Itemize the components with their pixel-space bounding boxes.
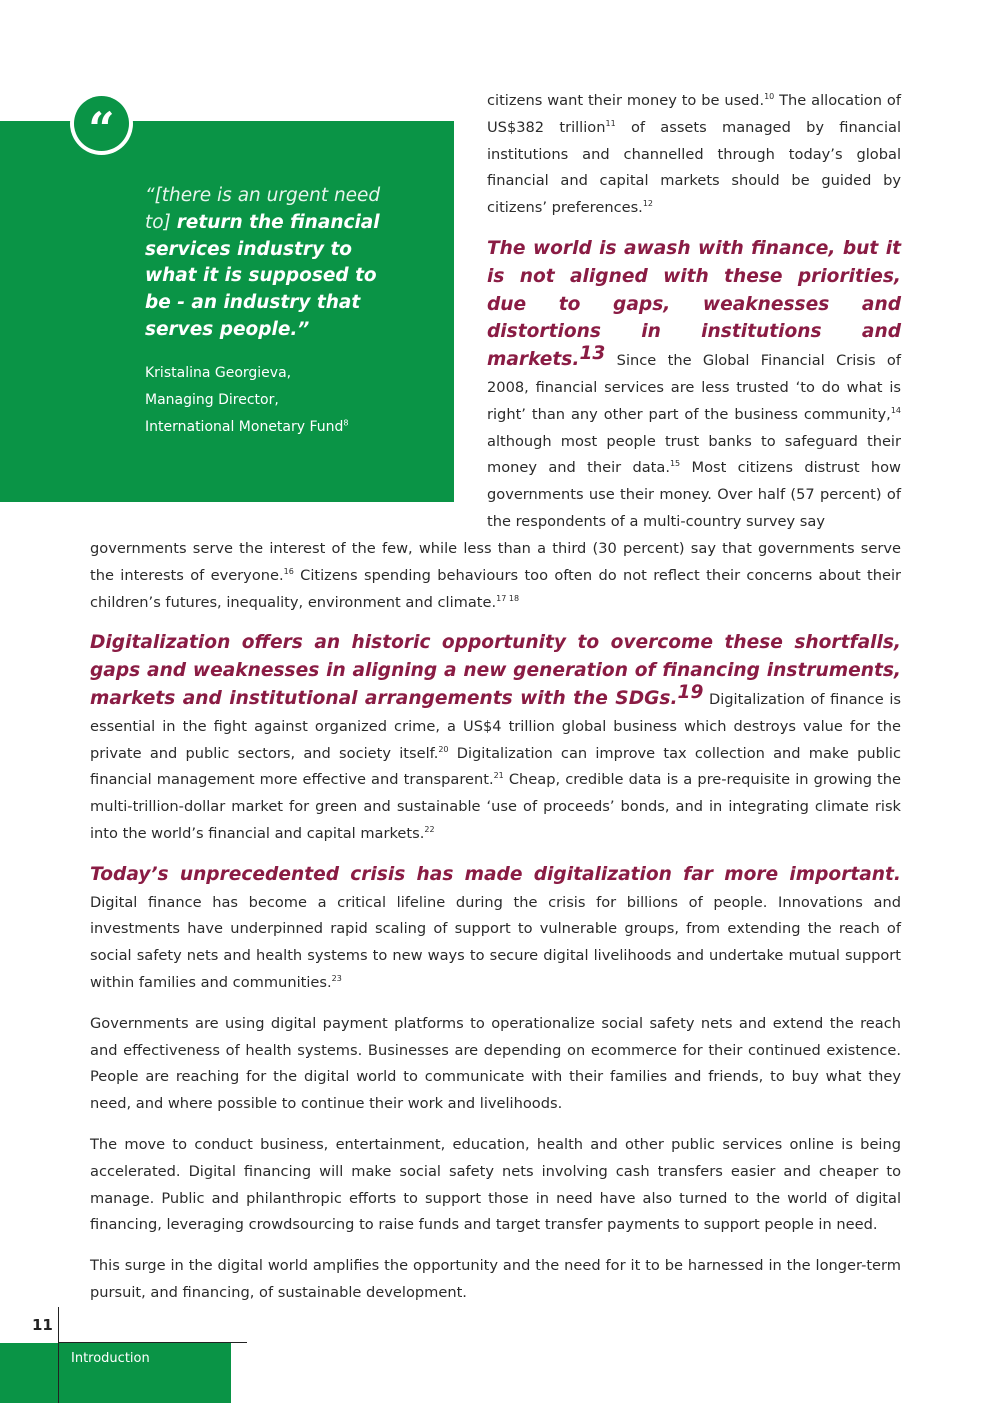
quote-panel-edge [0,121,70,502]
pull-quote-bold: return the financial services industry to what it is supposed to be - an industry that serves people.” [145,211,380,340]
lead-sentence: Digitalization offers an historic opportunity to overcome these shortfalls, gaps and weaknesses in aligning a new generation of financing instruments, markets and institutional arrangements with the SDGs. [90,632,901,709]
paragraph-3: governments serve the interest of the few, while less than a third (30 percent) say that governments serve the interests of everyone.$^{16}$ Citizens spending behaviours too often do not reflect their concerns about their children’s futures, inequality, environment and climate.$^{17 18}$ [90,540,901,611]
pull-quote-lead: “[there is an urgent need to] [145,185,381,233]
paragraph-5: Today’s unprecedented crisis has made digitalization far more important. Digital finance has become a critical lifeline during the crisis for billions of people. Innovations and investments have underpinned rapid scaling of support to vulnerable groups, from extending the reach of social safety nets and health systems to new ways to secure digital livelihoods and undertake mutual support within families and communities.$^{23}$ [90,863,901,991]
footnote-ref: 20 [438,744,449,754]
footnote-ref: 10 [764,92,775,102]
attribution-org: International Monetary Fund$^8$ [145,418,349,435]
quote-mark-badge [70,92,133,155]
quote-attribution [145,360,405,441]
footnote-ref: 17 18 [496,593,520,603]
paragraph-7: The move to conduct business, entertainment, education, health and other public services online is being accelerated. Digital financing will make social safety nets involving cash transfers easier and cheaper to manage. Public and philanthropic efforts to support those in need have also turned to the world of digital financing, leveraging crowdsourcing to raise funds and target transfer payments to support people in need. [90,1135,901,1234]
paragraph-6: Governments are using digital payment platforms to operationalize social safety nets and extend the reach and effectiveness of health systems. Businesses are depending on ecommerce for their continued existence. People are reaching for the digital world to communicate with their families and friends, to buy what they need, and where possible to continue their work and livelihoods. [90,1014,901,1113]
section-label: Introduction [71,1351,150,1366]
quote-mark-icon: “ [74,96,129,151]
footnote-ref: 22 [424,825,435,835]
footnote-ref: 23 [331,974,342,984]
footnote-ref: 14 [890,405,901,415]
paragraph-2: The world is awash with finance, but it is not aligned with these priorities, due to gaps, weaknesses and distortions in institutions and markets.$^{13}$ Since the Global Financial Crisis of 2008, financial services are less trusted ‘to do what is right’ than any other part of the business community,$^{14}$ although most people trust banks to safeguard their money and their data.$^{15}$ Most citizens distrust how governments use their money. Over half (57 percent) of the respondents of a multi-country survey say [487,237,901,530]
paragraph-8: This surge in the digital world amplifies the opportunity and the need for it to be harnessed in the longer-term pursuit, and financing, of sustainable development. [90,1257,901,1301]
footnote-ref: 21 [493,771,504,781]
body-text [90,536,901,1307]
footnote-ref: 16 [283,566,294,576]
footnote-ref: 13 [579,343,606,365]
pull-quote [145,183,385,344]
footer-bar-edge [0,1343,58,1403]
footnote-ref: 11 [605,118,616,128]
footnote-ref: 19 [677,682,704,704]
page-number: 11 [32,1316,53,1334]
right-column [487,88,901,536]
footnote-ref: 15 [669,459,681,469]
paragraph-4: Digitalization offers an historic opportunity to overcome these shortfalls, gaps and weaknesses in aligning a new generation of financing instruments, markets and institutional arrangements with the SDGs.$^{19}$ Digitalization of finance is essential in the fight against organized crime, a US$4 trillion global business which destroys value for the private and public sectors, and society itself.$^{20}$ Digitalization can improve tax collection and make public financial management more effective and transparent.$^{21}$ Cheap, credible data is a pre-requisite in growing the multi-trillion-dollar market for green and sustainable ‘use of proceeds’ bonds, and in integrating climate risk into the world’s financial and capital markets.$^{22}$ [90,632,902,842]
lead-sentence: Today’s unprecedented crisis has made digitalization far more important. [90,863,901,885]
footnote-ref: 8 [343,418,349,428]
lead-sentence: The world is awash with finance, but it is not aligned with these priorities, due to gaps, weaknesses and distortions in institutions and markets. [487,237,901,371]
attribution-role: Managing Director, [145,392,279,408]
paragraph-1: citizens want their money to be used.$^{10}$ The allocation of US$382 trillion$^{11}$ of assets managed by financial institutions and channelled through today’s global financial and capital markets should be guided by citizens’ preferences.$^{12}$ [487,92,902,217]
attribution-name: Kristalina Georgieva, [145,365,292,381]
footnote-ref: 12 [642,199,654,209]
